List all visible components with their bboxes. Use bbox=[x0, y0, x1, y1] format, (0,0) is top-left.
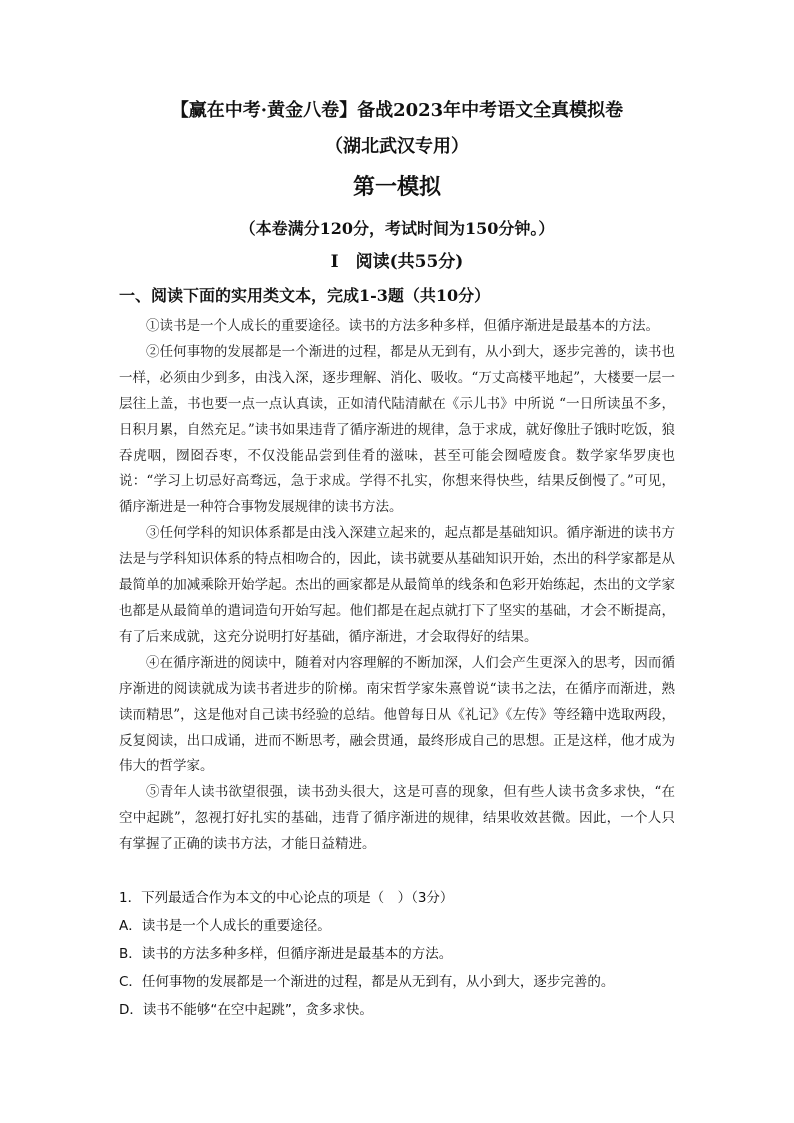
option-c: C．任何事物的发展都是一个渐进的过程，都是从无到有，从小到大，逐步完善的。 bbox=[119, 974, 615, 990]
passage-paragraph-5: ⑤青年人读书欲望很强，读书劲头很大，这是可喜的现象，但有些人读书贪多求快，“在空中起跳”，忽视打好扎实的基础，违背了循序渐进的规律，结果收效甚微。因此，一个人只有掌握了正确的读书方法，才能日益精进。 bbox=[119, 784, 675, 853]
passage-paragraph-2: ②任何事物的发展都是一个渐进的过程，都是从无到有，从小到大，逐步完善的，读书也一样，必须由少到多，由浅入深，逐步理解、消化、吸收。“万丈高楼平地起”，大楼要一层一层往上盖，书也要一点一点认真读，正如清代陆清献在《示儿书》中所说 “一日所读虽不多，日积月累，自然充足。”读书如果违背了循序渐进的规律，急于求成，就好像肚子饿时吃饭，狼吞虎咽，囫囵吞枣，不仅没能品尝到佳肴的滋味，甚至可能会囫噎废食。数学家华罗庚也说：“学习上切忌好高骛远，急于求成。学得不扎实，你想来得快些，结果反倒慢了。”可见，循序渐进是一种符合事物发展规律的读书方法。 bbox=[119, 343, 675, 516]
passage-paragraph-3: ③任何学科的知识体系都是由浅入深建立起来的，起点都是基础知识。循序渐进的读书方法是与学科知识体系的特点相吻合的，因此，读书就要从基础知识开始，杰出的科学家都是从最简单的加减乘除开始学起。杰出的画家都是从最简单的线条和色彩开始练起，杰出的文学家也都是从最简单的遣词造句开始写起。他们都是在起点就打下了坚实的基础，才会不断提高，有了后来成就，这充分说明打好基础，循序渐进，才会取得好的结果。 bbox=[119, 525, 675, 645]
question-1 bbox=[119, 888, 679, 1028]
passage-paragraph-1: ①读书是一个人成长的重要途径。读书的方法多种多样，但循序渐进是最基本的方法。 bbox=[146, 318, 659, 334]
paper-name: 第一模拟 bbox=[352, 174, 441, 200]
part-title: I 阅读(共55分) bbox=[330, 252, 464, 272]
passage-paragraph-4: ④在循序渐进的阅读中，随着对内容理解的不断加深，人们会产生更深入的思考，因而循序渐进的阅读就成为读书者进步的阶梯。南宋哲学家朱熹曾说“读书之法，在循序而渐进，熟读而精思”，这是他对自己读书经验的总结。他曾每日从《礼记》《左传》等经籍中选取两段，反复阅读，出口成诵，进而不断思考，融会贯通，最终形成自己的思想。正是这样，他才成为伟大的哲学家。 bbox=[119, 654, 675, 775]
question-stem: 1．下列最适合作为本文的中心论点的项是（ ）（3分） bbox=[119, 890, 454, 906]
exam-subtitle: （湖北武汉专用） bbox=[325, 136, 469, 157]
option-a: A．读书是一个人成长的重要途径。 bbox=[119, 918, 331, 934]
reading-passage bbox=[119, 314, 675, 858]
exam-title: 【赢在中考·黄金八卷】备战2023年中考语文全真模拟卷 bbox=[170, 100, 624, 121]
section-heading: 一、阅读下面的实用类文本，完成1-3题（共10分） bbox=[119, 286, 491, 305]
exam-note: （本卷满分120分，考试时间为150分钟。） bbox=[239, 219, 555, 238]
option-b: B．读书的方法多种多样，但循序渐进是最基本的方法。 bbox=[119, 946, 453, 962]
option-d: D．读书不能够“在空中起跳”，贪多求快。 bbox=[119, 1002, 373, 1018]
